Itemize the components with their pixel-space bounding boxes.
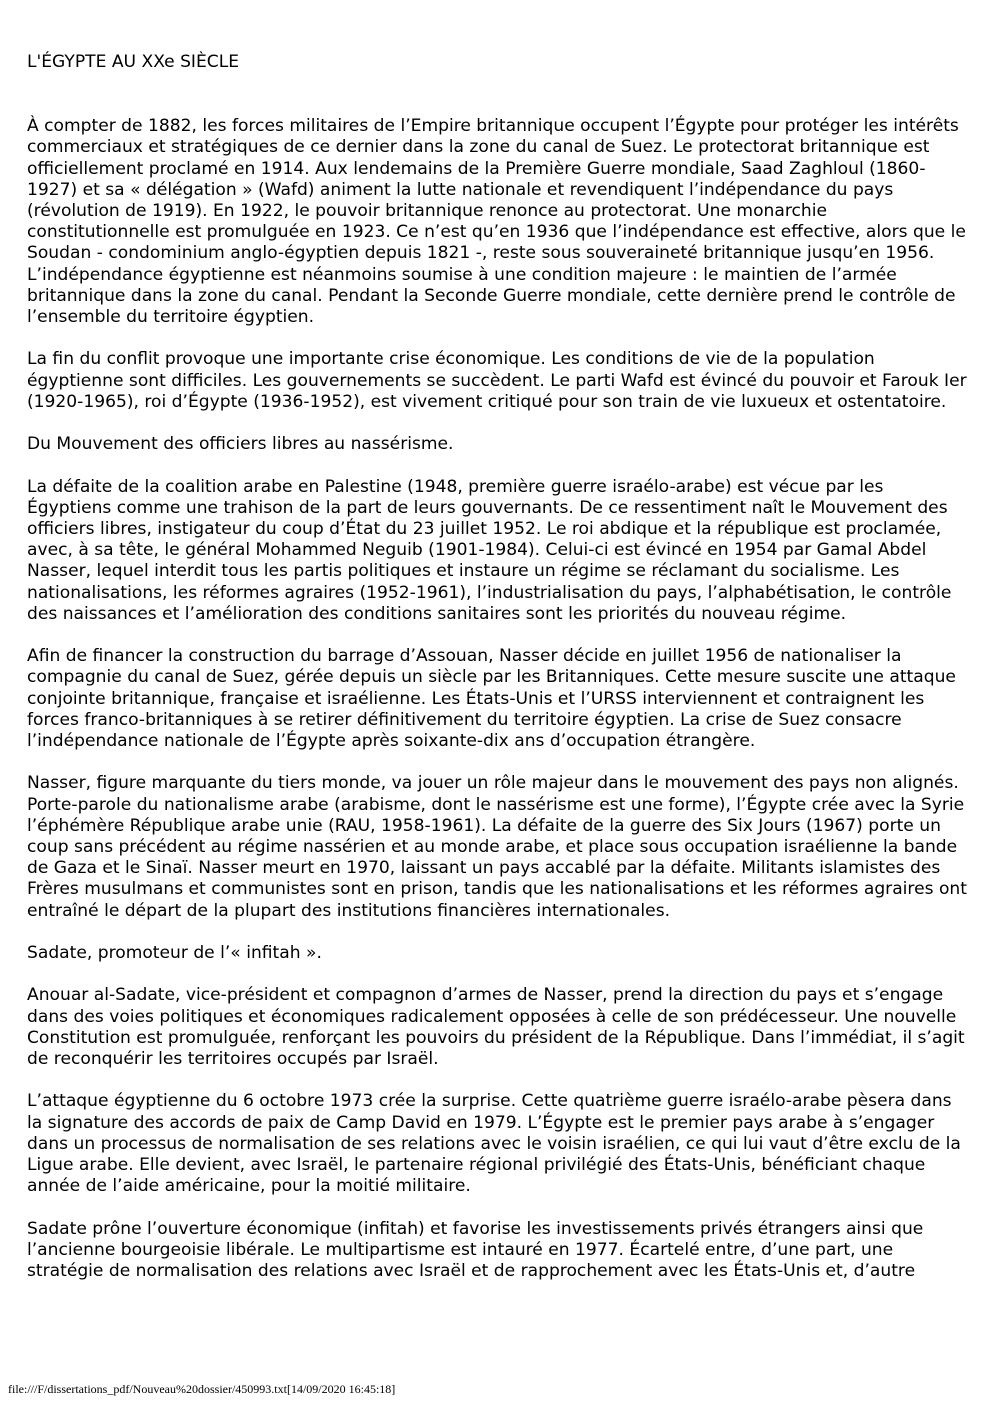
file-path-footer: file:///F/dissertations_pdf/Nouveau%20dossier/450993.txt[14/09/2020 16:45:18] [8, 1382, 396, 1396]
document-title: L'ÉGYPTE AU XXe SIÈCLE [27, 52, 240, 72]
paragraph-suez-crisis: Afin de financer la construction du barrage d’Assouan, Nasser décide en juillet 1956 de nationaliser la compagnie du canal de Suez, gérée depuis un siècle par les Britanniques. Cette mesure suscite une attaque conjointe britannique, française et israélienne. Les États-Unis et l’URSS interviennent et contraignent les forces franco-britanniques à se retirer définitivement du territoire égyptien. La crise de Suez consacre l’indépendance nationale de l’Égypte après soixante-dix ans d’occupation étrangère. [27, 646, 956, 752]
paragraph-nasser-third-world: Nasser, figure marquante du tiers monde, va jouer un rôle majeur dans le mouvement des pays non alignés. Porte-parole du nationalisme arabe (arabisme, dont le nassérisme est une forme), l’Égypte crée avec la Syrie l’éphémère République arabe unie (RAU, 1958-1961). La défaite de la guerre des Six Jours (1967) porte un coup sans précédent au régime nassérien et au monde arabe, et place sous occupation israélienne la bande de Gaza et le Sinaï. Nasser meurt en 1970, laissant un pays accablé par la défaite. Militants islamistes des Frères musulmans et communistes sont en prison, tandis que les nationalisations et les réformes agraires ont entraîné le départ de la plupart des institutions financières internationales. [27, 773, 967, 921]
paragraph-british-occupation: À compter de 1882, les forces militaires de l’Empire britannique occupent l’Égypte pour protéger les intérêts commerciaux et stratégiques de ce dernier dans la zone du canal de Suez. Le protectorat britannique est officiellement proclamé en 1914. Aux lendemains de la Première Guerre mondiale, Saad Zaghloul (1860-1927) et sa « délégation » (Wafd) animent la lutte nationale et revendiquent l’indépendance du pays (révolution de 1919). En 1922, le pouvoir britannique renonce au protectorat. Une monarchie constitutionnelle est promulguée en 1923. Ce n’est qu’en 1936 que l’indépendance est effective, alors que le Soudan - condominium anglo-égyptien depuis 1821 -, reste sous souveraineté britannique jusqu’en 1956. L’indépendance égyptienne est néanmoins soumise à une condition majeure : le maintien de l’armée britannique dans la zone du canal. Pendant la Seconde Guerre mondiale, cette dernière prend le contrôle de l’ensemble du territoire égyptien. [27, 116, 966, 328]
paragraph-october-war: L’attaque égyptienne du 6 octobre 1973 crée la surprise. Cette quatrième guerre israélo-arabe pèsera dans la signature des accords de paix de Camp David en 1979. L’Égypte est le premier pays arabe à s’engager dans un processus de normalisation de ses relations avec le voisin israélien, ce qui lui vaut d’être exclu de la Ligue arabe. Elle devient, avec Israël, le partenaire régional privilégié des États-Unis, bénéficiant chaque année de l’aide américaine, pour la moitié militaire. [27, 1091, 961, 1197]
paragraph-sadate-direction: Anouar al-Sadate, vice-président et compagnon d’armes de Nasser, prend la direction du pays et s’engage dans des voies politiques et économiques radicalement opposées à celle de son prédécesseur. Une nouvelle Constitution est promulguée, renforçant les pouvoirs du président de la République. Dans l’immédiat, il s’agit de reconquérir les territoires occupés par Israël. [27, 985, 965, 1070]
paragraph-free-officers: La défaite de la coalition arabe en Palestine (1948, première guerre israélo-arabe) est vécue par les Égyptiens comme une trahison de la part de leurs gouvernants. De ce ressentiment naît le Mouvement des officiers libres, instigateur du coup d’État du 23 juillet 1952. Le roi abdique et la république est proclamée, avec, à sa tête, le général Mohammed Neguib (1901-1984). Celui-ci est évincé en 1954 par Gamal Abdel Nasser, lequel interdit tous les partis politiques et instaure un régime se réclamant du socialisme. Les nationalisations, les réformes agraires (1952-1961), l’industrialisation du pays, l’alphabétisation, le contrôle des naissances et l’amélioration des conditions sanitaires sont les priorités du nouveau régime. [27, 476, 952, 624]
paragraph-infitah: Sadate prône l’ouverture économique (infitah) et favorise les investissements privés étrangers ainsi que l’ancienne bourgeoisie libérale. Le multipartisme est intauré en 1977. Écartelé entre, d’une part, une stratégie de normalisation des relations avec Israël et de rapprochement avec les États-Unis et, d’autre [27, 1218, 924, 1282]
section-heading-sadate: Sadate, promoteur de l’« infitah ». [27, 943, 322, 964]
document-body [27, 52, 967, 1303]
section-heading-nasserism: Du Mouvement des officiers libres au nassérisme. [27, 434, 454, 455]
paragraph-postwar-crisis: La fin du conflit provoque une importante crise économique. Les conditions de vie de la population égyptienne sont difficiles. Les gouvernements se succèdent. Le parti Wafd est évincé du pouvoir et Farouk Ier (1920-1965), roi d’Égypte (1936-1952), est vivement critiqué pour son train de vie luxueux et ostentatoire. [27, 349, 967, 412]
